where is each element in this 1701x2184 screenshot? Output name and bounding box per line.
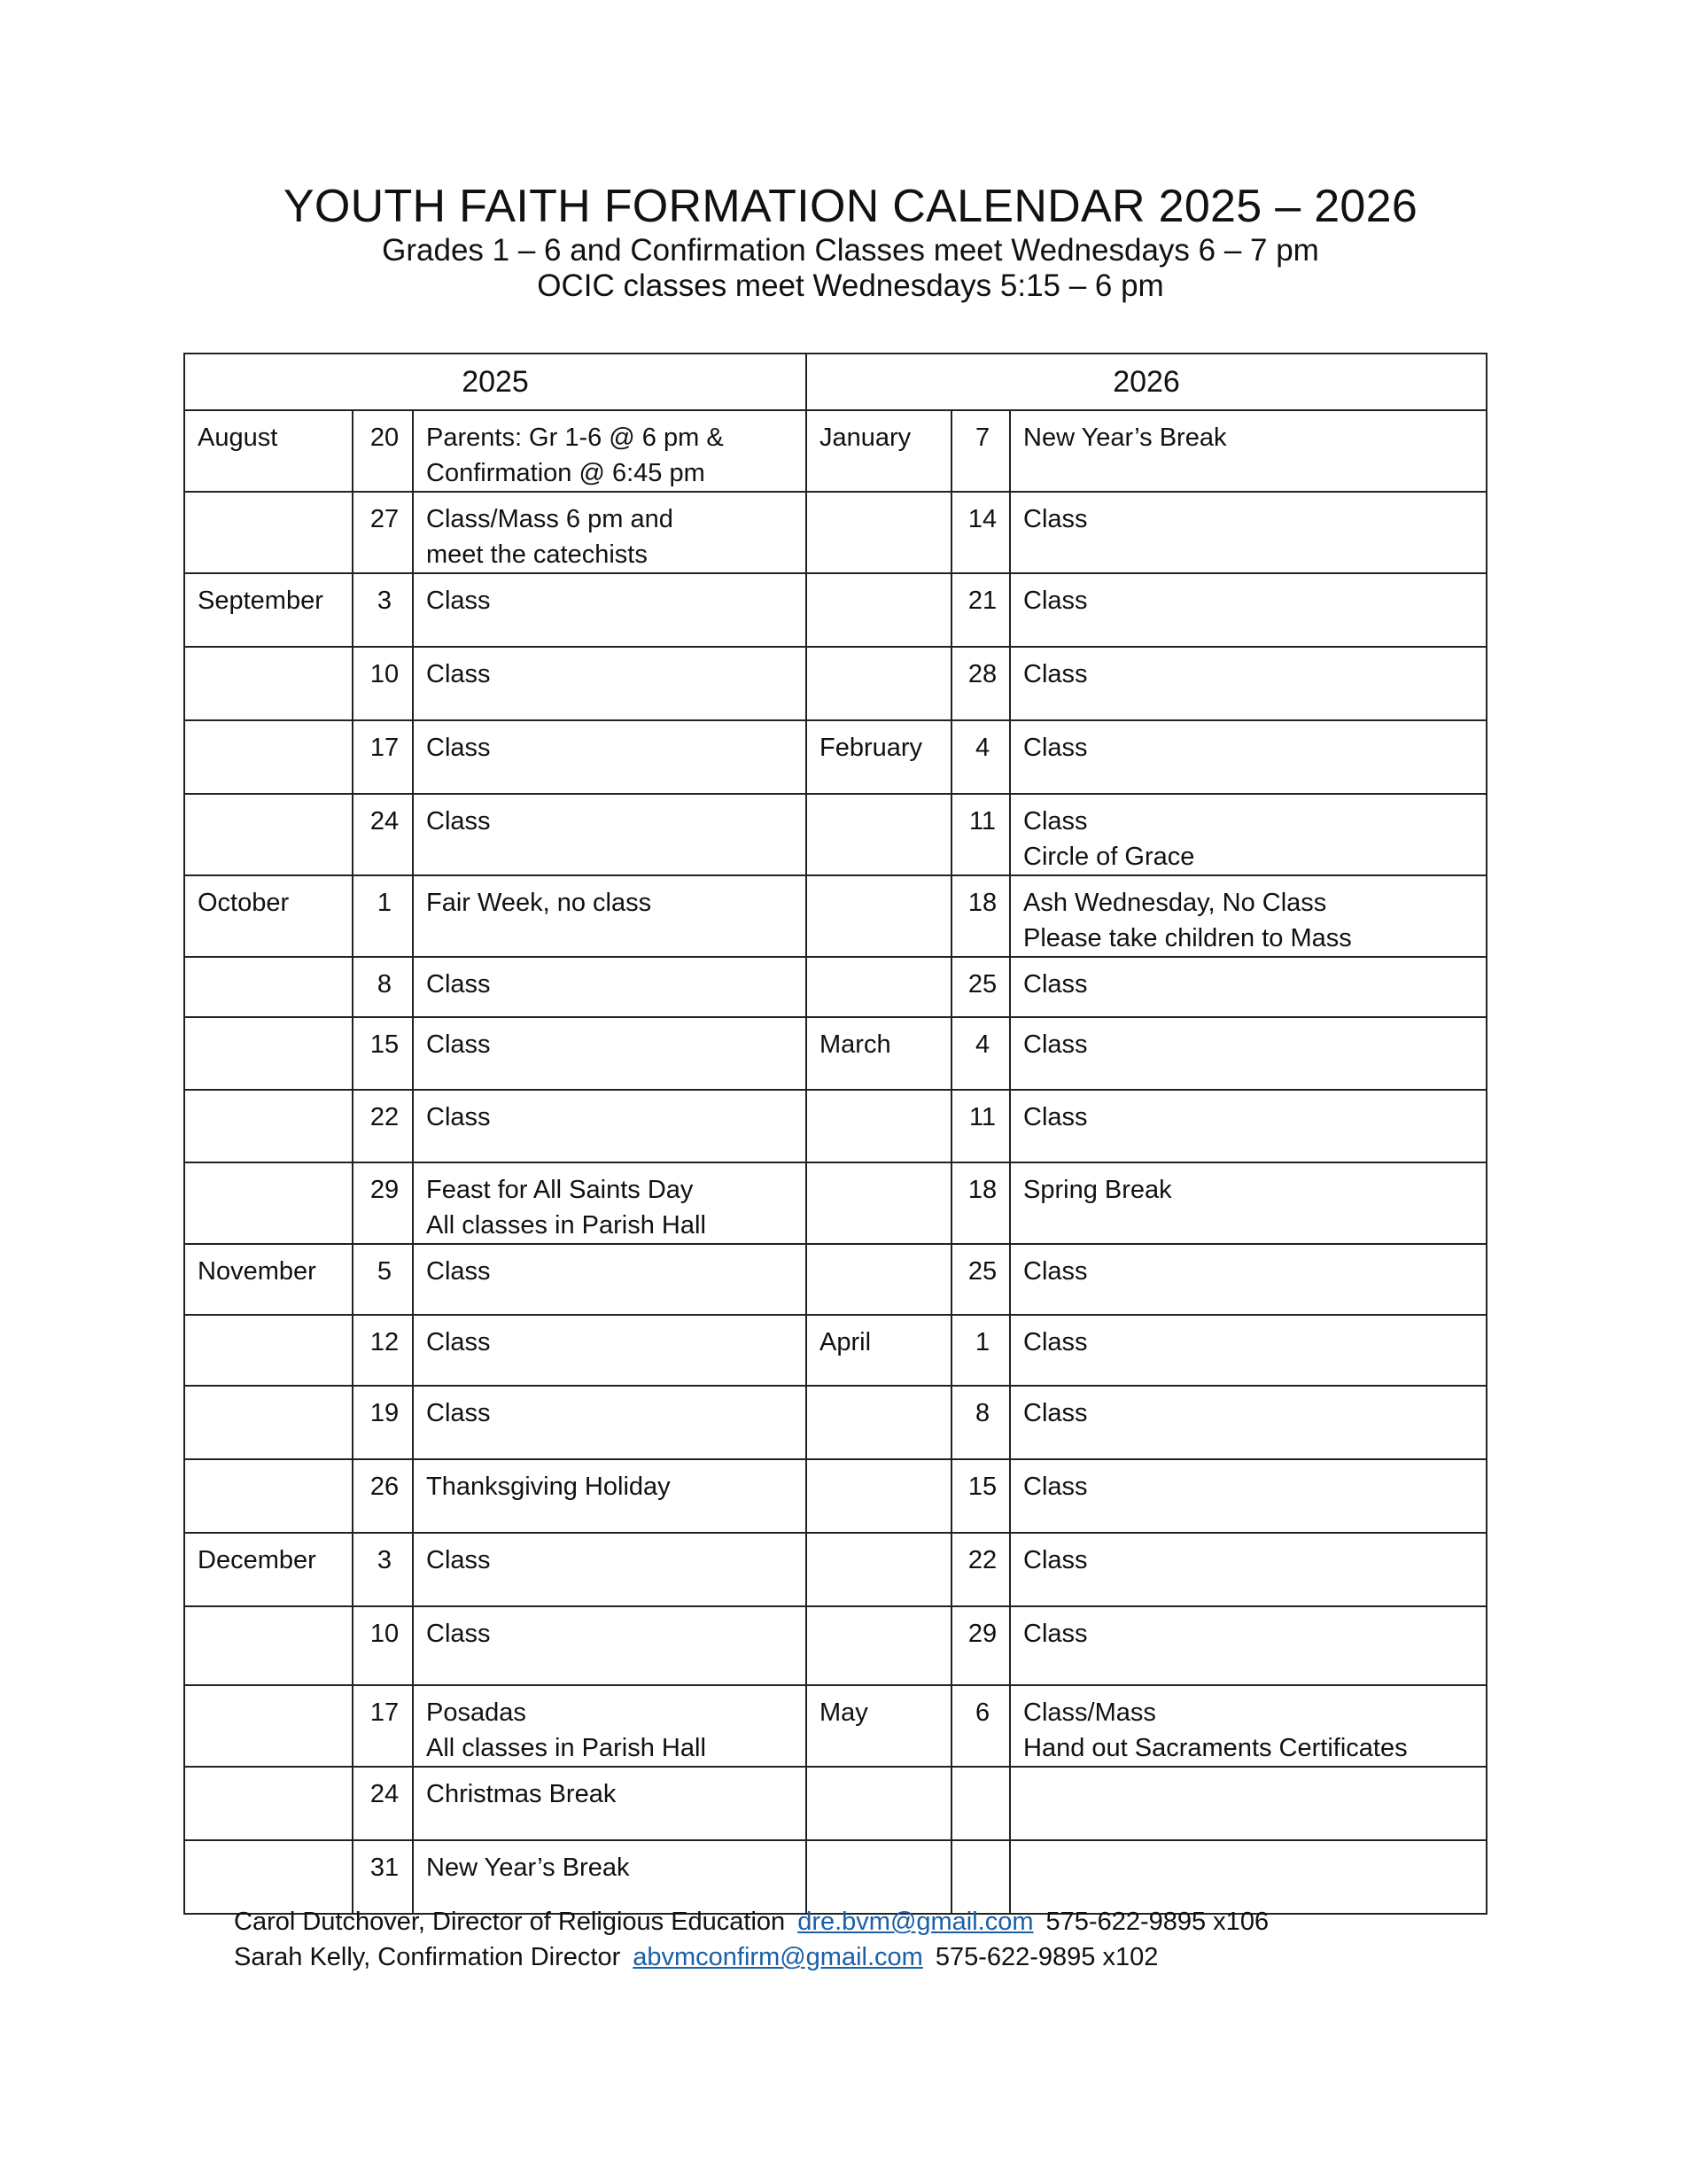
month-cell-2025	[184, 1090, 353, 1162]
event-cell-2025: Class	[413, 647, 806, 720]
date-cell-2025: 27	[353, 492, 413, 573]
calendar-row	[184, 573, 1487, 647]
event-cell-2026: Class	[1010, 1090, 1487, 1162]
calendar-body	[184, 410, 1487, 1914]
event-cell-2026: Class	[1010, 1315, 1487, 1386]
event-cell-2026: Class Circle of Grace	[1010, 794, 1487, 875]
date-cell-2025: 10	[353, 647, 413, 720]
month-cell-2026	[806, 1459, 951, 1533]
calendar-row	[184, 492, 1487, 573]
email-link[interactable]: dre.bvm@gmail.com	[797, 1908, 1034, 1936]
month-cell-2025	[184, 1017, 353, 1090]
page-title: YOUTH FAITH FORMATION CALENDAR 2025 – 2026	[283, 181, 1418, 232]
month-cell-2025: December	[184, 1533, 353, 1606]
event-cell-2026: Ash Wednesday, No Class Please take children to Mass	[1010, 875, 1487, 957]
date-cell-2026: 11	[951, 1090, 1010, 1162]
event-cell-2026: Class/Mass Hand out Sacraments Certificates	[1010, 1685, 1487, 1767]
month-cell-2025	[184, 794, 353, 875]
contact-phone: 575-622-9895 x102	[935, 1943, 1159, 1971]
event-cell-2025: Feast for All Saints Day All classes in Parish Hall	[413, 1162, 806, 1244]
month-cell-2025	[184, 1386, 353, 1459]
schedule-note-ocic: OCIC classes meet Wednesdays 5:15 – 6 pm	[537, 268, 1164, 303]
calendar-row	[184, 1606, 1487, 1685]
calendar-row	[184, 647, 1487, 720]
month-cell-2026	[806, 647, 951, 720]
event-cell-2025: Class	[413, 1386, 806, 1459]
month-cell-2026	[806, 1606, 951, 1685]
contact-name: Carol Dutchover, Director of Religious Education	[234, 1908, 786, 1936]
event-cell-2025: Class	[413, 957, 806, 1017]
date-cell-2026: 21	[951, 573, 1010, 647]
calendar-table	[183, 353, 1487, 1915]
event-cell-2026: Class	[1010, 957, 1487, 1017]
event-cell-2025: Christmas Break	[413, 1767, 806, 1840]
month-cell-2026	[806, 492, 951, 573]
date-cell-2025: 29	[353, 1162, 413, 1244]
calendar-row	[184, 1459, 1487, 1533]
date-cell-2025: 24	[353, 794, 413, 875]
date-cell-2025: 10	[353, 1606, 413, 1685]
month-cell-2026	[806, 1386, 951, 1459]
calendar-row	[184, 957, 1487, 1017]
calendar-row	[184, 1315, 1487, 1386]
date-cell-2026: 29	[951, 1606, 1010, 1685]
month-cell-2026	[806, 1533, 951, 1606]
month-cell-2025	[184, 1767, 353, 1840]
date-cell-2026: 4	[951, 720, 1010, 794]
date-cell-2025: 17	[353, 720, 413, 794]
date-cell-2026: 22	[951, 1533, 1010, 1606]
date-cell-2026: 18	[951, 875, 1010, 957]
contact-name: Sarah Kelly, Confirmation Director	[234, 1943, 621, 1971]
month-cell-2026: April	[806, 1315, 951, 1386]
event-cell-2026	[1010, 1767, 1487, 1840]
date-cell-2026: 11	[951, 794, 1010, 875]
event-cell-2025: Class	[413, 1244, 806, 1315]
calendar-row	[184, 720, 1487, 794]
month-cell-2025: November	[184, 1244, 353, 1315]
event-cell-2026: Class	[1010, 720, 1487, 794]
date-cell-2025: 26	[353, 1459, 413, 1533]
date-cell-2026: 15	[951, 1459, 1010, 1533]
date-cell-2026: 6	[951, 1685, 1010, 1767]
date-cell-2025: 22	[353, 1090, 413, 1162]
page-header	[0, 180, 1701, 304]
calendar-row	[184, 794, 1487, 875]
date-cell-2026: 1	[951, 1315, 1010, 1386]
month-cell-2025	[184, 1685, 353, 1767]
month-cell-2026: January	[806, 410, 951, 492]
calendar-row	[184, 1244, 1487, 1315]
event-cell-2025: Class	[413, 794, 806, 875]
year-header-2026: 2026	[806, 354, 1487, 410]
month-cell-2026	[806, 573, 951, 647]
calendar-row	[184, 875, 1487, 957]
calendar-row	[184, 1840, 1487, 1914]
event-cell-2025: Fair Week, no class	[413, 875, 806, 957]
month-cell-2025	[184, 1315, 353, 1386]
month-cell-2026	[806, 1767, 951, 1840]
date-cell-2025: 19	[353, 1386, 413, 1459]
calendar-row	[184, 1017, 1487, 1090]
date-cell-2026: 28	[951, 647, 1010, 720]
calendar-row	[184, 1162, 1487, 1244]
event-cell-2026: New Year’s Break	[1010, 410, 1487, 492]
date-cell-2025: 31	[353, 1840, 413, 1914]
date-cell-2025: 20	[353, 410, 413, 492]
event-cell-2025: Class	[413, 720, 806, 794]
date-cell-2025: 8	[353, 957, 413, 1017]
date-cell-2026: 8	[951, 1386, 1010, 1459]
date-cell-2025: 24	[353, 1767, 413, 1840]
event-cell-2026: Class	[1010, 1244, 1487, 1315]
event-cell-2025: Class	[413, 1606, 806, 1685]
month-cell-2026	[806, 875, 951, 957]
date-cell-2026	[951, 1840, 1010, 1914]
event-cell-2026: Class	[1010, 647, 1487, 720]
date-cell-2025: 17	[353, 1685, 413, 1767]
month-cell-2026	[806, 957, 951, 1017]
date-cell-2026: 25	[951, 1244, 1010, 1315]
year-header-2025: 2025	[184, 354, 806, 410]
event-cell-2026: Class	[1010, 1017, 1487, 1090]
event-cell-2025: Parents: Gr 1-6 @ 6 pm & Confirmation @ 6:45 pm	[413, 410, 806, 492]
month-cell-2026: March	[806, 1017, 951, 1090]
calendar-row	[184, 1090, 1487, 1162]
month-cell-2026: February	[806, 720, 951, 794]
month-cell-2025	[184, 1606, 353, 1685]
event-cell-2026	[1010, 1840, 1487, 1914]
month-cell-2026: May	[806, 1685, 951, 1767]
event-cell-2025: New Year’s Break	[413, 1840, 806, 1914]
date-cell-2025: 1	[353, 875, 413, 957]
month-cell-2025	[184, 1459, 353, 1533]
month-cell-2025	[184, 720, 353, 794]
calendar-row	[184, 1685, 1487, 1767]
event-cell-2025: Class	[413, 1315, 806, 1386]
event-cell-2025: Posadas All classes in Parish Hall	[413, 1685, 806, 1767]
month-cell-2025	[184, 492, 353, 573]
event-cell-2026: Class	[1010, 573, 1487, 647]
schedule-note-grades: Grades 1 – 6 and Confirmation Classes meet Wednesdays 6 – 7 pm	[382, 233, 1319, 268]
date-cell-2026: 14	[951, 492, 1010, 573]
event-cell-2025: Class/Mass 6 pm and meet the catechists	[413, 492, 806, 573]
month-cell-2025	[184, 647, 353, 720]
month-cell-2025: October	[184, 875, 353, 957]
month-cell-2026	[806, 1840, 951, 1914]
month-cell-2025: September	[184, 573, 353, 647]
date-cell-2026	[951, 1767, 1010, 1840]
event-cell-2025: Thanksgiving Holiday	[413, 1459, 806, 1533]
calendar-header-row	[184, 354, 1487, 410]
event-cell-2025: Class	[413, 1017, 806, 1090]
date-cell-2025: 5	[353, 1244, 413, 1315]
calendar-row	[184, 410, 1487, 492]
event-cell-2026: Class	[1010, 1533, 1487, 1606]
calendar-row	[184, 1533, 1487, 1606]
event-cell-2026: Class	[1010, 1386, 1487, 1459]
month-cell-2025	[184, 1840, 353, 1914]
event-cell-2026: Class	[1010, 492, 1487, 573]
event-cell-2026: Class	[1010, 1606, 1487, 1685]
date-cell-2025: 15	[353, 1017, 413, 1090]
calendar-row	[184, 1767, 1487, 1840]
event-cell-2025: Class	[413, 1090, 806, 1162]
email-link[interactable]: abvmconfirm@gmail.com	[633, 1943, 923, 1971]
month-cell-2026	[806, 794, 951, 875]
event-cell-2025: Class	[413, 573, 806, 647]
event-cell-2026: Class	[1010, 1459, 1487, 1533]
month-cell-2025	[184, 1162, 353, 1244]
contact-line	[234, 1904, 1269, 1939]
contact-phone: 575-622-9895 x106	[1045, 1908, 1270, 1936]
month-cell-2026	[806, 1162, 951, 1244]
date-cell-2026: 18	[951, 1162, 1010, 1244]
contact-footer	[234, 1904, 1269, 1975]
month-cell-2025	[184, 957, 353, 1017]
month-cell-2025: August	[184, 410, 353, 492]
date-cell-2026: 7	[951, 410, 1010, 492]
event-cell-2025: Class	[413, 1533, 806, 1606]
date-cell-2026: 4	[951, 1017, 1010, 1090]
date-cell-2026: 25	[951, 957, 1010, 1017]
date-cell-2025: 3	[353, 1533, 413, 1606]
month-cell-2026	[806, 1090, 951, 1162]
date-cell-2025: 3	[353, 573, 413, 647]
event-cell-2026: Spring Break	[1010, 1162, 1487, 1244]
calendar-row	[184, 1386, 1487, 1459]
month-cell-2026	[806, 1244, 951, 1315]
contact-line	[234, 1939, 1269, 1975]
date-cell-2025: 12	[353, 1315, 413, 1386]
